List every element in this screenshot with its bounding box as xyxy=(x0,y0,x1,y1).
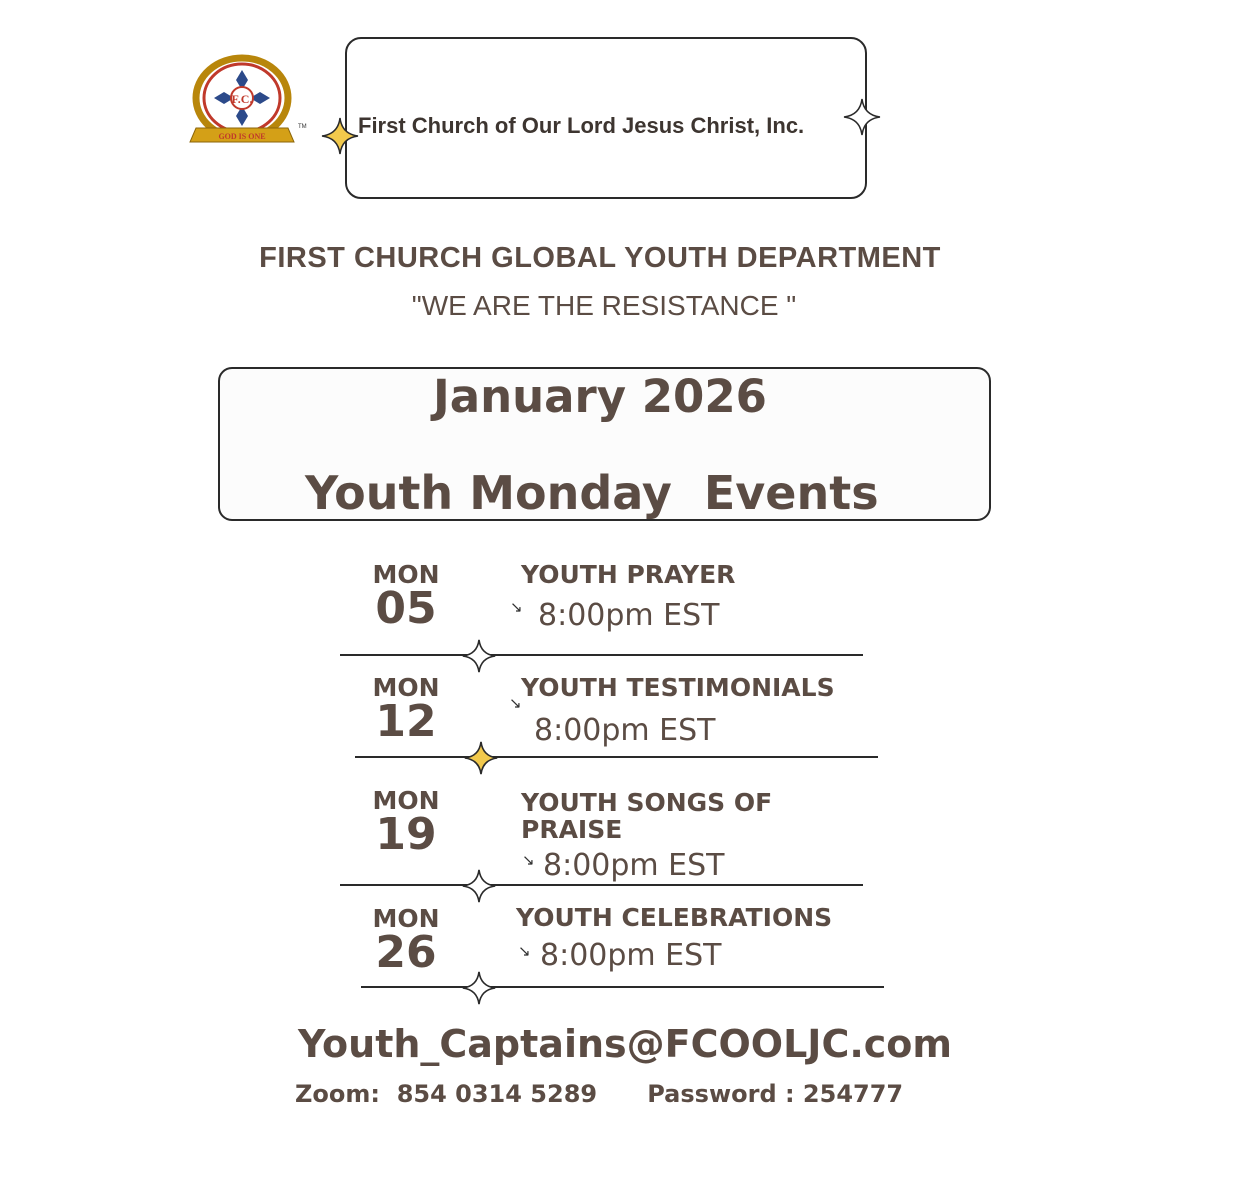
department-heading: FIRST CHURCH GLOBAL YOUTH DEPARTMENT xyxy=(259,242,941,274)
arrow-down-right-icon: ↘ xyxy=(509,694,522,712)
event-title: YOUTH PRAYER xyxy=(521,560,736,589)
event-date: 26 xyxy=(375,927,437,978)
arrow-down-right-icon: ↘ xyxy=(522,851,535,869)
svg-text:F.C.: F.C. xyxy=(231,92,253,106)
title-subtitle: Youth Monday Events xyxy=(305,466,879,520)
event-title: YOUTH SONGS OF PRAISE xyxy=(521,788,773,844)
event-day: MON xyxy=(372,673,440,702)
event-item xyxy=(356,560,456,634)
divider xyxy=(340,884,863,886)
sparkle-icon xyxy=(461,868,497,904)
arrow-down-right-icon: ↘ xyxy=(510,598,523,616)
event-title: YOUTH CELEBRATIONS xyxy=(516,903,833,932)
divider xyxy=(340,654,863,656)
event-day: MON xyxy=(372,560,440,589)
arrow-down-right-icon: ↘ xyxy=(518,942,531,960)
event-time: 8:00pm EST xyxy=(543,848,725,883)
event-time: 8:00pm EST xyxy=(540,938,722,973)
sparkle-icon xyxy=(461,970,497,1006)
event-time: 8:00pm EST xyxy=(538,598,720,633)
event-item xyxy=(356,786,456,860)
sparkle-icon xyxy=(461,638,497,674)
event-day: MON xyxy=(372,786,440,815)
zoom-info: Zoom: 854 0314 5289 Password : 254777 xyxy=(295,1080,904,1108)
event-date: 19 xyxy=(375,809,437,860)
event-date: 12 xyxy=(375,696,437,747)
event-day: MON xyxy=(372,904,440,933)
sparkle-icon xyxy=(842,97,882,137)
motto: "WE ARE THE RESISTANCE " xyxy=(411,290,797,321)
event-item xyxy=(356,904,456,978)
event-item xyxy=(356,673,456,747)
title-month: January 2026 xyxy=(433,370,767,423)
event-title: YOUTH TESTIMONIALS xyxy=(521,673,835,702)
contact-email: Youth_Captains@FCOOLJC.com xyxy=(298,1022,952,1066)
gold-sparkle-icon xyxy=(463,740,499,776)
event-time: 8:00pm EST xyxy=(534,713,716,748)
divider xyxy=(355,756,878,758)
church-logo xyxy=(190,50,305,150)
church-name: First Church of Our Lord Jesus Christ, Inc. xyxy=(358,113,805,138)
gold-sparkle-icon xyxy=(320,116,360,156)
svg-text:TM: TM xyxy=(298,124,307,130)
svg-text:GOD IS ONE: GOD IS ONE xyxy=(218,132,266,141)
event-date: 05 xyxy=(375,583,437,634)
divider xyxy=(361,986,884,988)
